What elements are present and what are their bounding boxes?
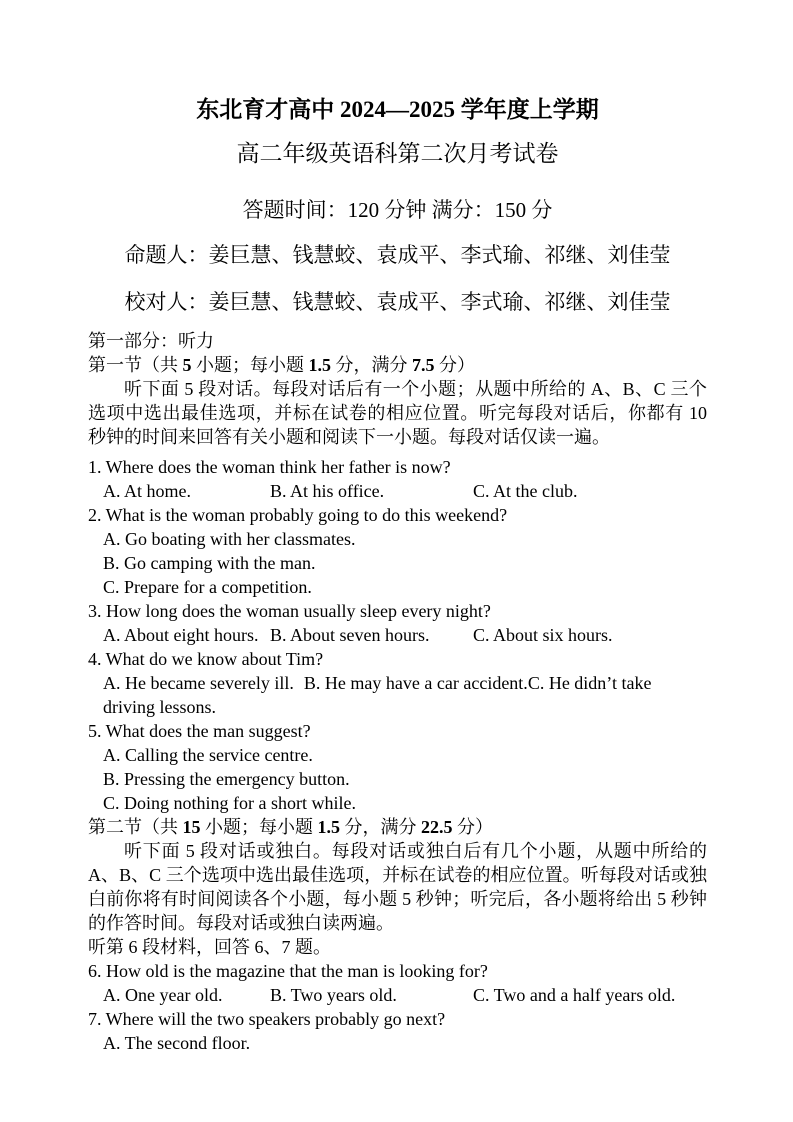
exam-body <box>88 329 707 1055</box>
section2-material-note: 听第 6 段材料，回答 6、7 题。 <box>88 937 331 957</box>
section1-question-count: 5 <box>182 355 192 375</box>
section2-instructions: 听下面 5 段对话或独白。每段对话或独白后有几个小题，从题中所给的 A、B、C 三个选项中选出最佳选项，并标在试卷的相应位置。听每段对话或独白前你将有时间阅读各个小题，每小题 5 秒钟；听完后，各小题将给出 5 秒钟的作答时间。每段对话或独白读两遍。 <box>88 841 707 933</box>
question-2-option-c: C. Prepare for a competition. <box>103 577 312 597</box>
section1-heading <box>88 353 707 377</box>
question-7: 7. Where will the two speakers probably go next? <box>88 1009 446 1029</box>
section1-heading-mid2: 分，满分 <box>331 355 412 375</box>
question-6: 6. How old is the magazine that the man is looking for? <box>88 961 488 981</box>
question-6-option-a: A. One year old. <box>103 985 223 1005</box>
question-1-option-b: B. At his office. <box>270 481 385 501</box>
section1-heading-mid1: 小题；每小题 <box>191 355 309 375</box>
section2-heading-mid1: 小题；每小题 <box>200 817 318 837</box>
question-1: 1. Where does the woman think her father is now? <box>88 457 451 477</box>
exam-header <box>88 94 707 316</box>
exam-setters: 命题人：姜巨慧、钱慧蛟、袁成平、李式瑜、祁继、刘佳莹 <box>124 243 671 267</box>
section1-questions <box>88 455 707 815</box>
question-1-option-a: A. At home. <box>103 481 191 501</box>
question-4-option-a: A. He became severely ill. <box>103 673 294 693</box>
question-4-option-b: B. He may have a car accident. <box>303 673 528 693</box>
question-4: 4. What do we know about Tim? <box>88 649 324 669</box>
question-3: 3. How long does the woman usually sleep every night? <box>88 601 491 621</box>
question-6-options <box>88 983 707 1007</box>
question-3-option-b: B. About seven hours. <box>270 625 430 645</box>
section2-questions <box>88 959 707 1055</box>
question-2-option-b: B. Go camping with the man. <box>103 553 316 573</box>
question-4-options <box>88 671 707 719</box>
question-3-option-a: A. About eight hours. <box>103 625 259 645</box>
section2-heading-pre: 第二节（共 <box>88 817 183 837</box>
section1-heading-post: 分） <box>434 355 475 375</box>
question-5-option-c: C. Doing nothing for a short while. <box>103 793 356 813</box>
exam-title-line1: 东北育才高中 2024—2025 学年度上学期 <box>196 97 599 122</box>
section2-question-count: 15 <box>182 817 201 837</box>
question-5: 5. What does the man suggest? <box>88 721 311 741</box>
question-7-option-a: A. The second floor. <box>103 1033 251 1053</box>
part1-heading: 第一部分：听力 <box>88 331 214 351</box>
question-5-option-b: B. Pressing the emergency button. <box>103 769 350 789</box>
question-6-option-b: B. Two years old. <box>270 985 397 1005</box>
section1-instructions: 听下面 5 段对话。每段对话后有一个小题；从题中所给的 A、B、C 三个选项中选出最佳选项，并标在试卷的相应位置。听完每段对话后，你都有 10 秒钟的时间来回答有关小题和阅读下一小题。每段对话仅读一遍。 <box>88 379 707 447</box>
exam-proofreaders: 校对人：姜巨慧、钱慧蛟、袁成平、李式瑜、祁继、刘佳莹 <box>124 290 671 314</box>
question-2: 2. What is the woman probably going to do this weekend? <box>88 505 508 525</box>
question-2-option-a: A. Go boating with her classmates. <box>103 529 356 549</box>
section2-heading-mid2: 分，满分 <box>340 817 421 837</box>
question-6-option-c: C. Two and a half years old. <box>473 985 676 1005</box>
section2-points-total: 22.5 <box>421 817 453 837</box>
exam-time-score: 答题时间：120 分钟 满分：150 分 <box>242 198 553 222</box>
question-1-options <box>88 479 707 503</box>
question-5-option-a: A. Calling the service centre. <box>103 745 313 765</box>
section2-heading-post: 分） <box>452 817 493 837</box>
question-1-option-c: C. At the club. <box>473 481 578 501</box>
section2-points-each: 1.5 <box>317 817 340 837</box>
question-3-options <box>88 623 707 647</box>
section1-points-total: 7.5 <box>412 355 435 375</box>
exam-title-line2: 高二年级英语科第二次月考试卷 <box>236 141 559 166</box>
section1-heading-pre: 第一节（共 <box>88 355 183 375</box>
section2-heading <box>88 815 707 839</box>
question-4-option-c: C. He didn’t take driving lessons. <box>103 673 652 717</box>
question-3-option-c: C. About six hours. <box>473 625 613 645</box>
section1-points-each: 1.5 <box>308 355 331 375</box>
